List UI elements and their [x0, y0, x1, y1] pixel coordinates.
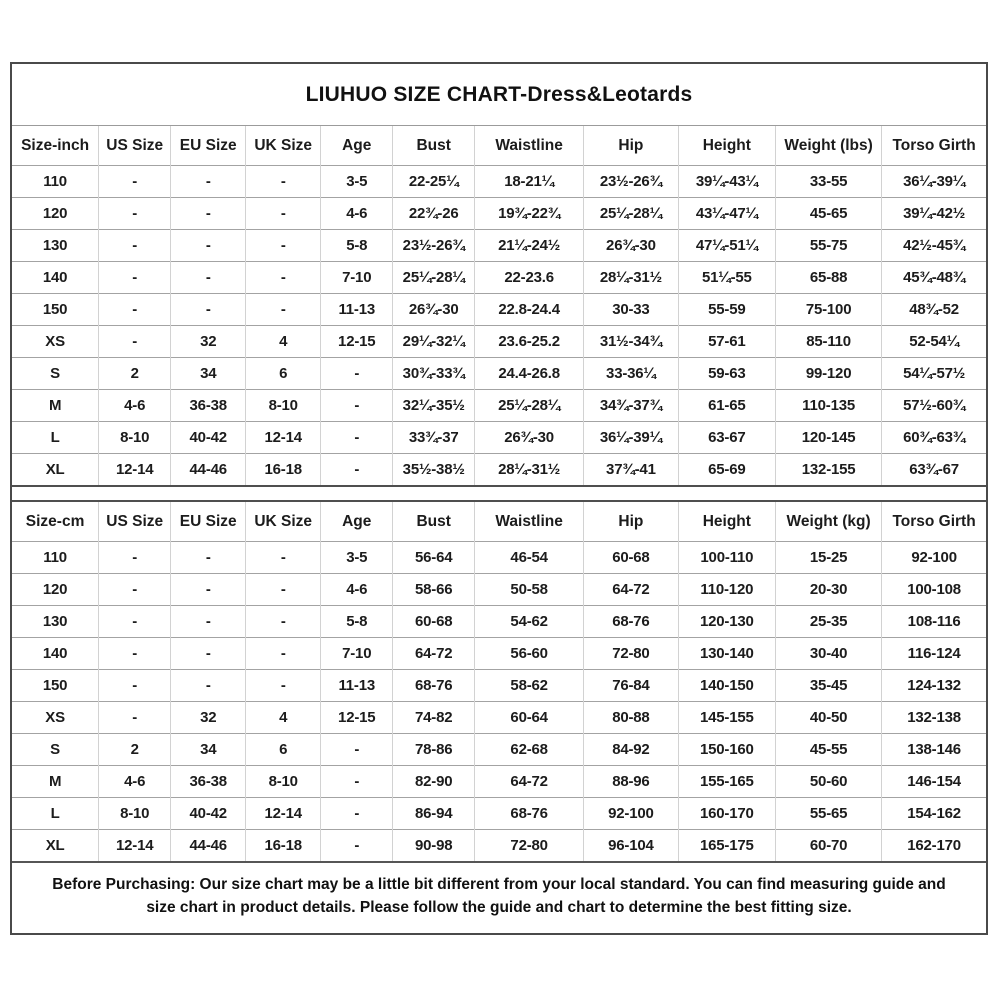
table-cell: 8-10	[246, 766, 321, 798]
table-cell: 58-66	[393, 574, 475, 606]
table-cell: 155-165	[678, 766, 775, 798]
table-cell: -	[99, 542, 171, 574]
column-header: Age	[321, 126, 393, 166]
table-cell: 90-98	[393, 830, 475, 862]
table-cell: 25¼-28¼	[584, 198, 678, 230]
table-row	[12, 542, 986, 574]
table-cell: 100-110	[678, 542, 775, 574]
header-row	[12, 502, 986, 542]
table-cell: 140	[12, 262, 99, 294]
table-cell: -	[321, 422, 393, 454]
table-cell: 57½-60¾	[882, 390, 986, 422]
table-cell: 58-62	[475, 670, 584, 702]
table-cell: 2	[99, 358, 171, 390]
table-cell: L	[12, 422, 99, 454]
table-cell: M	[12, 766, 99, 798]
table-cell: 25¼-28¼	[393, 262, 475, 294]
table-cell: 55-59	[678, 294, 775, 326]
table-row	[12, 574, 986, 606]
table-cell: 64-72	[475, 766, 584, 798]
table-cell: 36-38	[171, 390, 246, 422]
table-cell: -	[246, 262, 321, 294]
table-cell: 5-8	[321, 606, 393, 638]
table-cell: -	[99, 198, 171, 230]
table-cell: 64-72	[393, 638, 475, 670]
table-row	[12, 798, 986, 830]
table-row	[12, 198, 986, 230]
table-cell: 60-68	[584, 542, 678, 574]
table-cell: 39¼-43¼	[678, 166, 775, 198]
table-cell: 4-6	[99, 766, 171, 798]
table-cell: 33-55	[776, 166, 882, 198]
table-cell: 68-76	[475, 798, 584, 830]
table-cell: 26¾-30	[475, 422, 584, 454]
table-cell: -	[246, 294, 321, 326]
table-cell: 40-42	[171, 798, 246, 830]
table-cell: 120-130	[678, 606, 775, 638]
table-cell: -	[99, 606, 171, 638]
purchase-note	[12, 861, 986, 933]
table-cell: -	[246, 198, 321, 230]
table-cell: -	[171, 542, 246, 574]
column-header: Hip	[584, 502, 678, 542]
table-cell: 130	[12, 230, 99, 262]
table-cell: 130-140	[678, 638, 775, 670]
table-cell: 96-104	[584, 830, 678, 862]
column-header: Weight (kg)	[776, 502, 882, 542]
table-row	[12, 702, 986, 734]
table-cell: 18-21¼	[475, 166, 584, 198]
table-cell: -	[171, 606, 246, 638]
table-cell: 25¼-28¼	[475, 390, 584, 422]
table-cell: S	[12, 734, 99, 766]
table-cell: 80-88	[584, 702, 678, 734]
table-cell: -	[246, 670, 321, 702]
table-cell: 36¼-39¼	[584, 422, 678, 454]
size-cm-table	[12, 502, 986, 861]
table-cell: -	[99, 166, 171, 198]
table-cell: 56-60	[475, 638, 584, 670]
table-cell: M	[12, 390, 99, 422]
table-cell: -	[321, 766, 393, 798]
table-cell: S	[12, 358, 99, 390]
table-cell: 145-155	[678, 702, 775, 734]
table-row	[12, 830, 986, 862]
table-cell: 22-23.6	[475, 262, 584, 294]
table-cell: -	[171, 638, 246, 670]
table-row	[12, 766, 986, 798]
table-row	[12, 294, 986, 326]
table-cell: -	[171, 294, 246, 326]
table-cell: -	[171, 262, 246, 294]
table-cell: -	[171, 198, 246, 230]
table-cell: 34¾-37¾	[584, 390, 678, 422]
table-cell: 110	[12, 166, 99, 198]
table-cell: 4-6	[99, 390, 171, 422]
table-cell: 45-65	[776, 198, 882, 230]
table-cell: 39¼-42½	[882, 198, 986, 230]
header-row	[12, 126, 986, 166]
table-row	[12, 230, 986, 262]
table-cell: 6	[246, 358, 321, 390]
table-cell: 57-61	[678, 326, 775, 358]
table-cell: 76-84	[584, 670, 678, 702]
table-cell: -	[99, 326, 171, 358]
table-cell: -	[246, 166, 321, 198]
table-cell: 22-25¼	[393, 166, 475, 198]
column-header: Torso Girth	[882, 126, 986, 166]
table-row	[12, 326, 986, 358]
table-cell: 43¼-47¼	[678, 198, 775, 230]
table-cell: 22.8-24.4	[475, 294, 584, 326]
table-cell: 4-6	[321, 198, 393, 230]
table-cell: 22¾-26	[393, 198, 475, 230]
table-cell: 75-100	[776, 294, 882, 326]
table-cell: 4-6	[321, 574, 393, 606]
table-cell: -	[171, 574, 246, 606]
table-cell: 30-40	[776, 638, 882, 670]
table-cell: 12-15	[321, 326, 393, 358]
table-cell: 55-65	[776, 798, 882, 830]
table-cell: 140	[12, 638, 99, 670]
column-header: UK Size	[246, 126, 321, 166]
table-cell: -	[321, 830, 393, 862]
table-cell: -	[171, 230, 246, 262]
table-cell: 6	[246, 734, 321, 766]
table-cell: 86-94	[393, 798, 475, 830]
table-cell: 52-54¼	[882, 326, 986, 358]
table-cell: 54¼-57½	[882, 358, 986, 390]
table-cell: -	[99, 574, 171, 606]
table-cell: 65-88	[776, 262, 882, 294]
table-cell: 7-10	[321, 638, 393, 670]
column-header: Size-cm	[25, 512, 85, 530]
table-cell: 5-8	[321, 230, 393, 262]
table-cell: 23½-26¾	[393, 230, 475, 262]
page-title: LIUHUO SIZE CHART-Dress&Leotards	[305, 82, 693, 106]
table-cell: 8-10	[99, 798, 171, 830]
table-cell: 150-160	[678, 734, 775, 766]
table-cell: 78-86	[393, 734, 475, 766]
table-cell: 26¾-30	[393, 294, 475, 326]
table-cell: 42½-45¾	[882, 230, 986, 262]
table-cell: XL	[12, 454, 99, 486]
table-row	[12, 422, 986, 454]
table-cell: 88-96	[584, 766, 678, 798]
table-cell: 34	[171, 358, 246, 390]
table-cell: 146-154	[882, 766, 986, 798]
table-cell: 140-150	[678, 670, 775, 702]
table-cell: 47¼-51¼	[678, 230, 775, 262]
table-cell: 165-175	[678, 830, 775, 862]
column-header: Hip	[584, 126, 678, 166]
table-cell: 23½-26¾	[584, 166, 678, 198]
table-cell: 35½-38½	[393, 454, 475, 486]
table-cell: XS	[12, 326, 99, 358]
table-cell: 2	[99, 734, 171, 766]
table-cell: 35-45	[776, 670, 882, 702]
table-cell: 154-162	[882, 798, 986, 830]
table-cell: 84-92	[584, 734, 678, 766]
table-cell: 15-25	[776, 542, 882, 574]
table-cell: 130	[12, 606, 99, 638]
table-cell: 21¼-24½	[475, 230, 584, 262]
column-header: Size-inch	[21, 136, 90, 154]
column-header: Waistline	[475, 126, 584, 166]
table-cell: 34	[171, 734, 246, 766]
table-cell: 120	[12, 198, 99, 230]
table-cell: 110-135	[776, 390, 882, 422]
table-row	[12, 734, 986, 766]
table-cell: 12-14	[99, 454, 171, 486]
table-row	[12, 358, 986, 390]
table-cell: -	[99, 638, 171, 670]
table-cell: 4	[246, 326, 321, 358]
table-cell: 62-68	[475, 734, 584, 766]
table-cell: 51¼-55	[678, 262, 775, 294]
table-cell: -	[99, 702, 171, 734]
table-cell: L	[12, 798, 99, 830]
table-cell: 60-64	[475, 702, 584, 734]
table-cell: -	[321, 798, 393, 830]
table-cell: 45¾-48¾	[882, 262, 986, 294]
table-cell: 61-65	[678, 390, 775, 422]
table-cell: -	[321, 454, 393, 486]
table-cell: 72-80	[584, 638, 678, 670]
table-cell: 44-46	[171, 454, 246, 486]
table-cell: 44-46	[171, 830, 246, 862]
table-cell: 12-15	[321, 702, 393, 734]
table-cell: 11-13	[321, 294, 393, 326]
table-cell: -	[321, 358, 393, 390]
table-cell: 132-138	[882, 702, 986, 734]
table-cell: 12-14	[99, 830, 171, 862]
table-row	[12, 390, 986, 422]
table-cell: -	[171, 166, 246, 198]
table-cell: 110	[12, 542, 99, 574]
column-header: Weight (lbs)	[776, 126, 882, 166]
table-row	[12, 166, 986, 198]
table-cell: 160-170	[678, 798, 775, 830]
table-cell: 26¾-30	[584, 230, 678, 262]
table-cell: 30¾-33¾	[393, 358, 475, 390]
table-row	[12, 454, 986, 486]
table-cell: -	[246, 230, 321, 262]
table-cell: 8-10	[246, 390, 321, 422]
size-inch-table	[12, 126, 986, 485]
table-cell: 4	[246, 702, 321, 734]
table-cell: -	[246, 638, 321, 670]
table-cell: 32	[171, 702, 246, 734]
table-cell: 85-110	[776, 326, 882, 358]
table-cell: 110-120	[678, 574, 775, 606]
table-cell: 54-62	[475, 606, 584, 638]
table-row	[12, 670, 986, 702]
table-cell: 16-18	[246, 830, 321, 862]
table-cell: 124-132	[882, 670, 986, 702]
table-cell: 40-42	[171, 422, 246, 454]
table-cell: 3-5	[321, 166, 393, 198]
size-chart-box	[10, 62, 988, 935]
table-cell: 56-64	[393, 542, 475, 574]
table-cell: 24.4-26.8	[475, 358, 584, 390]
table-cell: 92-100	[882, 542, 986, 574]
table-cell: 23.6-25.2	[475, 326, 584, 358]
table-cell: -	[99, 294, 171, 326]
table-cell: 20-30	[776, 574, 882, 606]
column-header: Age	[321, 502, 393, 542]
table-cell: 32	[171, 326, 246, 358]
column-header: UK Size	[246, 502, 321, 542]
table-cell: -	[99, 230, 171, 262]
table-cell: 37¾-41	[584, 454, 678, 486]
column-header: EU Size	[171, 502, 246, 542]
purchase-note-line-1: Before Purchasing: Our size chart may be a little bit different from your local standard. You can find measuring guide and	[52, 876, 946, 893]
table-cell: 64-72	[584, 574, 678, 606]
table-cell: 72-80	[475, 830, 584, 862]
table-cell: 31½-34¾	[584, 326, 678, 358]
table-cell: 74-82	[393, 702, 475, 734]
table-row	[12, 262, 986, 294]
column-header: Height	[678, 126, 775, 166]
table-cell: 29¼-32¼	[393, 326, 475, 358]
table-cell: 60-68	[393, 606, 475, 638]
table-cell: -	[246, 542, 321, 574]
table-cell: 150	[12, 670, 99, 702]
table-cell: 12-14	[246, 798, 321, 830]
table-cell: 33¾-37	[393, 422, 475, 454]
table-cell: 120	[12, 574, 99, 606]
table-cell: 40-50	[776, 702, 882, 734]
table-cell: 28¼-31½	[475, 454, 584, 486]
table-cell: 7-10	[321, 262, 393, 294]
table-cell: 28¼-31½	[584, 262, 678, 294]
table-cell: -	[99, 670, 171, 702]
table-cell: XL	[12, 830, 99, 862]
column-header: US Size	[99, 126, 171, 166]
column-header: US Size	[99, 502, 171, 542]
table-cell: 33-36¼	[584, 358, 678, 390]
table-cell: 8-10	[99, 422, 171, 454]
table-cell: -	[171, 670, 246, 702]
table-cell: -	[99, 262, 171, 294]
table-cell: 60¾-63¾	[882, 422, 986, 454]
table-cell: 65-69	[678, 454, 775, 486]
table-row	[12, 638, 986, 670]
table-cell: 46-54	[475, 542, 584, 574]
table-cell: 138-146	[882, 734, 986, 766]
purchase-note-line-2: size chart in product details. Please follow the guide and chart to determine the best fitting size.	[146, 899, 852, 917]
table-cell: 45-55	[776, 734, 882, 766]
column-header: Waistline	[475, 502, 584, 542]
table-cell: 99-120	[776, 358, 882, 390]
table-cell: 11-13	[321, 670, 393, 702]
table-cell: 16-18	[246, 454, 321, 486]
table-cell: 63-67	[678, 422, 775, 454]
table-cell: 82-90	[393, 766, 475, 798]
table-cell: 12-14	[246, 422, 321, 454]
table-cell: 36-38	[171, 766, 246, 798]
table-cell: 50-60	[776, 766, 882, 798]
table-cell: 59-63	[678, 358, 775, 390]
table-cell: -	[321, 390, 393, 422]
table-cell: 25-35	[776, 606, 882, 638]
column-header: Height	[678, 502, 775, 542]
table-divider	[12, 485, 986, 502]
table-cell: 36¼-39¼	[882, 166, 986, 198]
table-cell: -	[246, 574, 321, 606]
table-cell: 50-58	[475, 574, 584, 606]
table-cell: 60-70	[776, 830, 882, 862]
table-cell: 68-76	[584, 606, 678, 638]
title-bar	[12, 64, 986, 126]
table-cell: 100-108	[882, 574, 986, 606]
table-cell: 55-75	[776, 230, 882, 262]
table-cell: 132-155	[776, 454, 882, 486]
table-cell: 68-76	[393, 670, 475, 702]
table-cell: 30-33	[584, 294, 678, 326]
table-cell: 162-170	[882, 830, 986, 862]
table-cell: -	[321, 734, 393, 766]
table-cell: 108-116	[882, 606, 986, 638]
table-cell: 120-145	[776, 422, 882, 454]
column-header: Bust	[393, 502, 475, 542]
table-cell: -	[246, 606, 321, 638]
table-row	[12, 606, 986, 638]
table-cell: 3-5	[321, 542, 393, 574]
table-cell: 19¾-22¾	[475, 198, 584, 230]
table-cell: 92-100	[584, 798, 678, 830]
column-header: Torso Girth	[882, 502, 986, 542]
table-cell: 48¾-52	[882, 294, 986, 326]
column-header: Bust	[393, 126, 475, 166]
table-cell: 150	[12, 294, 99, 326]
table-cell: 32¼-35½	[393, 390, 475, 422]
table-cell: 116-124	[882, 638, 986, 670]
column-header: EU Size	[171, 126, 246, 166]
table-cell: 63¾-67	[882, 454, 986, 486]
table-cell: XS	[12, 702, 99, 734]
